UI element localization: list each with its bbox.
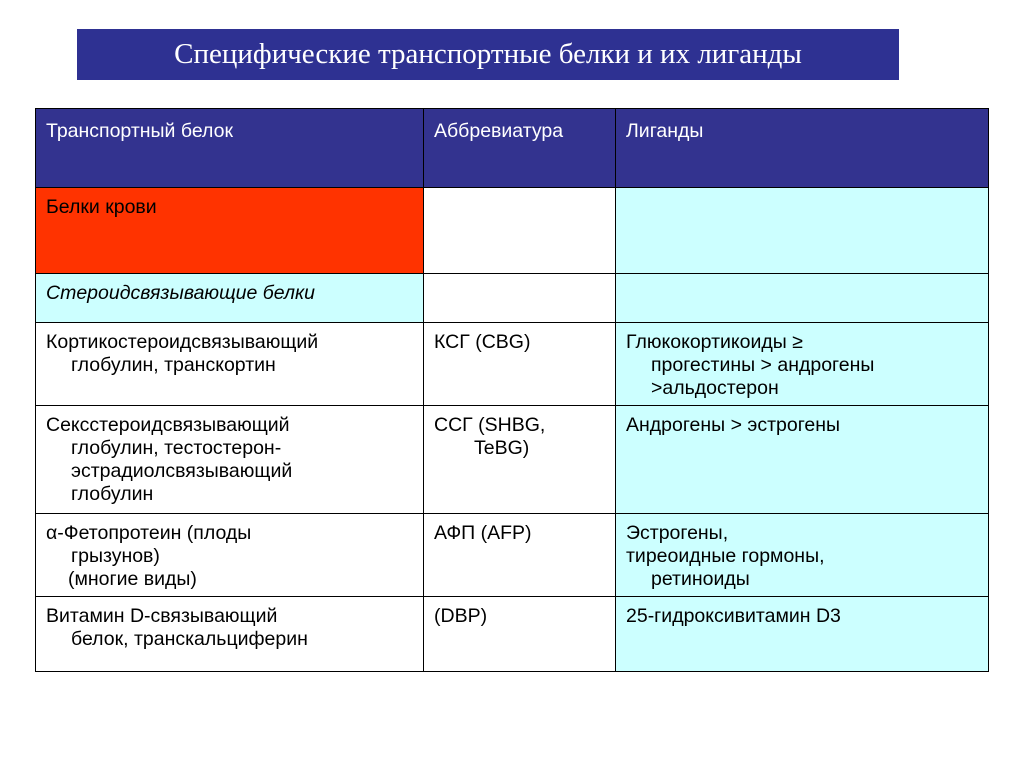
ligands-cell bbox=[616, 323, 989, 406]
table-row bbox=[36, 406, 989, 514]
abbr-cell bbox=[424, 323, 616, 406]
header-abbreviation: Аббревиатура bbox=[424, 109, 616, 188]
section-blood-ligands bbox=[616, 188, 989, 274]
protein-cell bbox=[36, 514, 424, 597]
protein-line: глобулин, тестостерон- bbox=[71, 437, 282, 459]
section-blood-proteins: Белки крови bbox=[36, 188, 424, 274]
protein-line: грызунов) bbox=[71, 545, 160, 567]
ligand-line: Эстрогены, bbox=[626, 522, 729, 544]
abbr-cell bbox=[424, 597, 616, 672]
ligand-line: прогестины > андрогены bbox=[651, 354, 875, 376]
protein-line: белок, транскальциферин bbox=[71, 628, 308, 650]
ligand-line: Глюкокортикоиды ≥ bbox=[626, 331, 803, 353]
ligands-cell bbox=[616, 406, 989, 514]
abbr-line: КСГ (CBG) bbox=[434, 331, 531, 353]
header-ligands: Лиганды bbox=[616, 109, 989, 188]
table-header-row bbox=[36, 109, 989, 188]
section-blood-abbr bbox=[424, 188, 616, 274]
section-row-steroid bbox=[36, 274, 989, 323]
protein-line: α-Фетопротеин (плоды bbox=[46, 522, 252, 544]
abbr-cell bbox=[424, 514, 616, 597]
transport-proteins-table bbox=[35, 108, 989, 672]
protein-line: глобулин bbox=[71, 483, 154, 505]
abbr-line: (DBP) bbox=[434, 605, 488, 627]
abbr-line: АФП (AFP) bbox=[434, 522, 532, 544]
protein-line: (многие виды) bbox=[68, 568, 197, 590]
section-steroid-ligands bbox=[616, 274, 989, 323]
ligand-line: ретиноиды bbox=[651, 568, 750, 590]
protein-line: Витамин D-связывающий bbox=[46, 605, 278, 627]
ligand-line: Андрогены > эстрогены bbox=[626, 414, 841, 436]
section-row-blood bbox=[36, 188, 989, 274]
protein-cell bbox=[36, 597, 424, 672]
table-row bbox=[36, 323, 989, 406]
protein-line: Кортикостероидсвязывающий bbox=[46, 331, 319, 353]
ligands-cell bbox=[616, 514, 989, 597]
ligands-cell bbox=[616, 597, 989, 672]
section-steroid-binding: Стероидсвязывающие белки bbox=[36, 274, 424, 323]
abbr-line: TeBG) bbox=[474, 437, 530, 459]
abbr-line: ССГ (SHBG, bbox=[434, 414, 546, 436]
protein-cell bbox=[36, 406, 424, 514]
ligand-line: >альдостерон bbox=[651, 377, 779, 399]
protein-line: глобулин, транскортин bbox=[71, 354, 276, 376]
protein-cell bbox=[36, 323, 424, 406]
abbr-cell bbox=[424, 406, 616, 514]
slide-title: Специфические транспортные белки и их лиганды bbox=[77, 29, 899, 80]
header-protein: Транспортный белок bbox=[36, 109, 424, 188]
section-steroid-abbr bbox=[424, 274, 616, 323]
table-row bbox=[36, 514, 989, 597]
table-row bbox=[36, 597, 989, 672]
ligand-line: тиреоидные гормоны, bbox=[626, 545, 825, 567]
protein-line: эстрадиолсвязывающий bbox=[71, 460, 293, 482]
protein-line: Сексстероидсвязывающий bbox=[46, 414, 290, 436]
ligand-line: 25-гидроксивитамин D3 bbox=[626, 605, 841, 627]
